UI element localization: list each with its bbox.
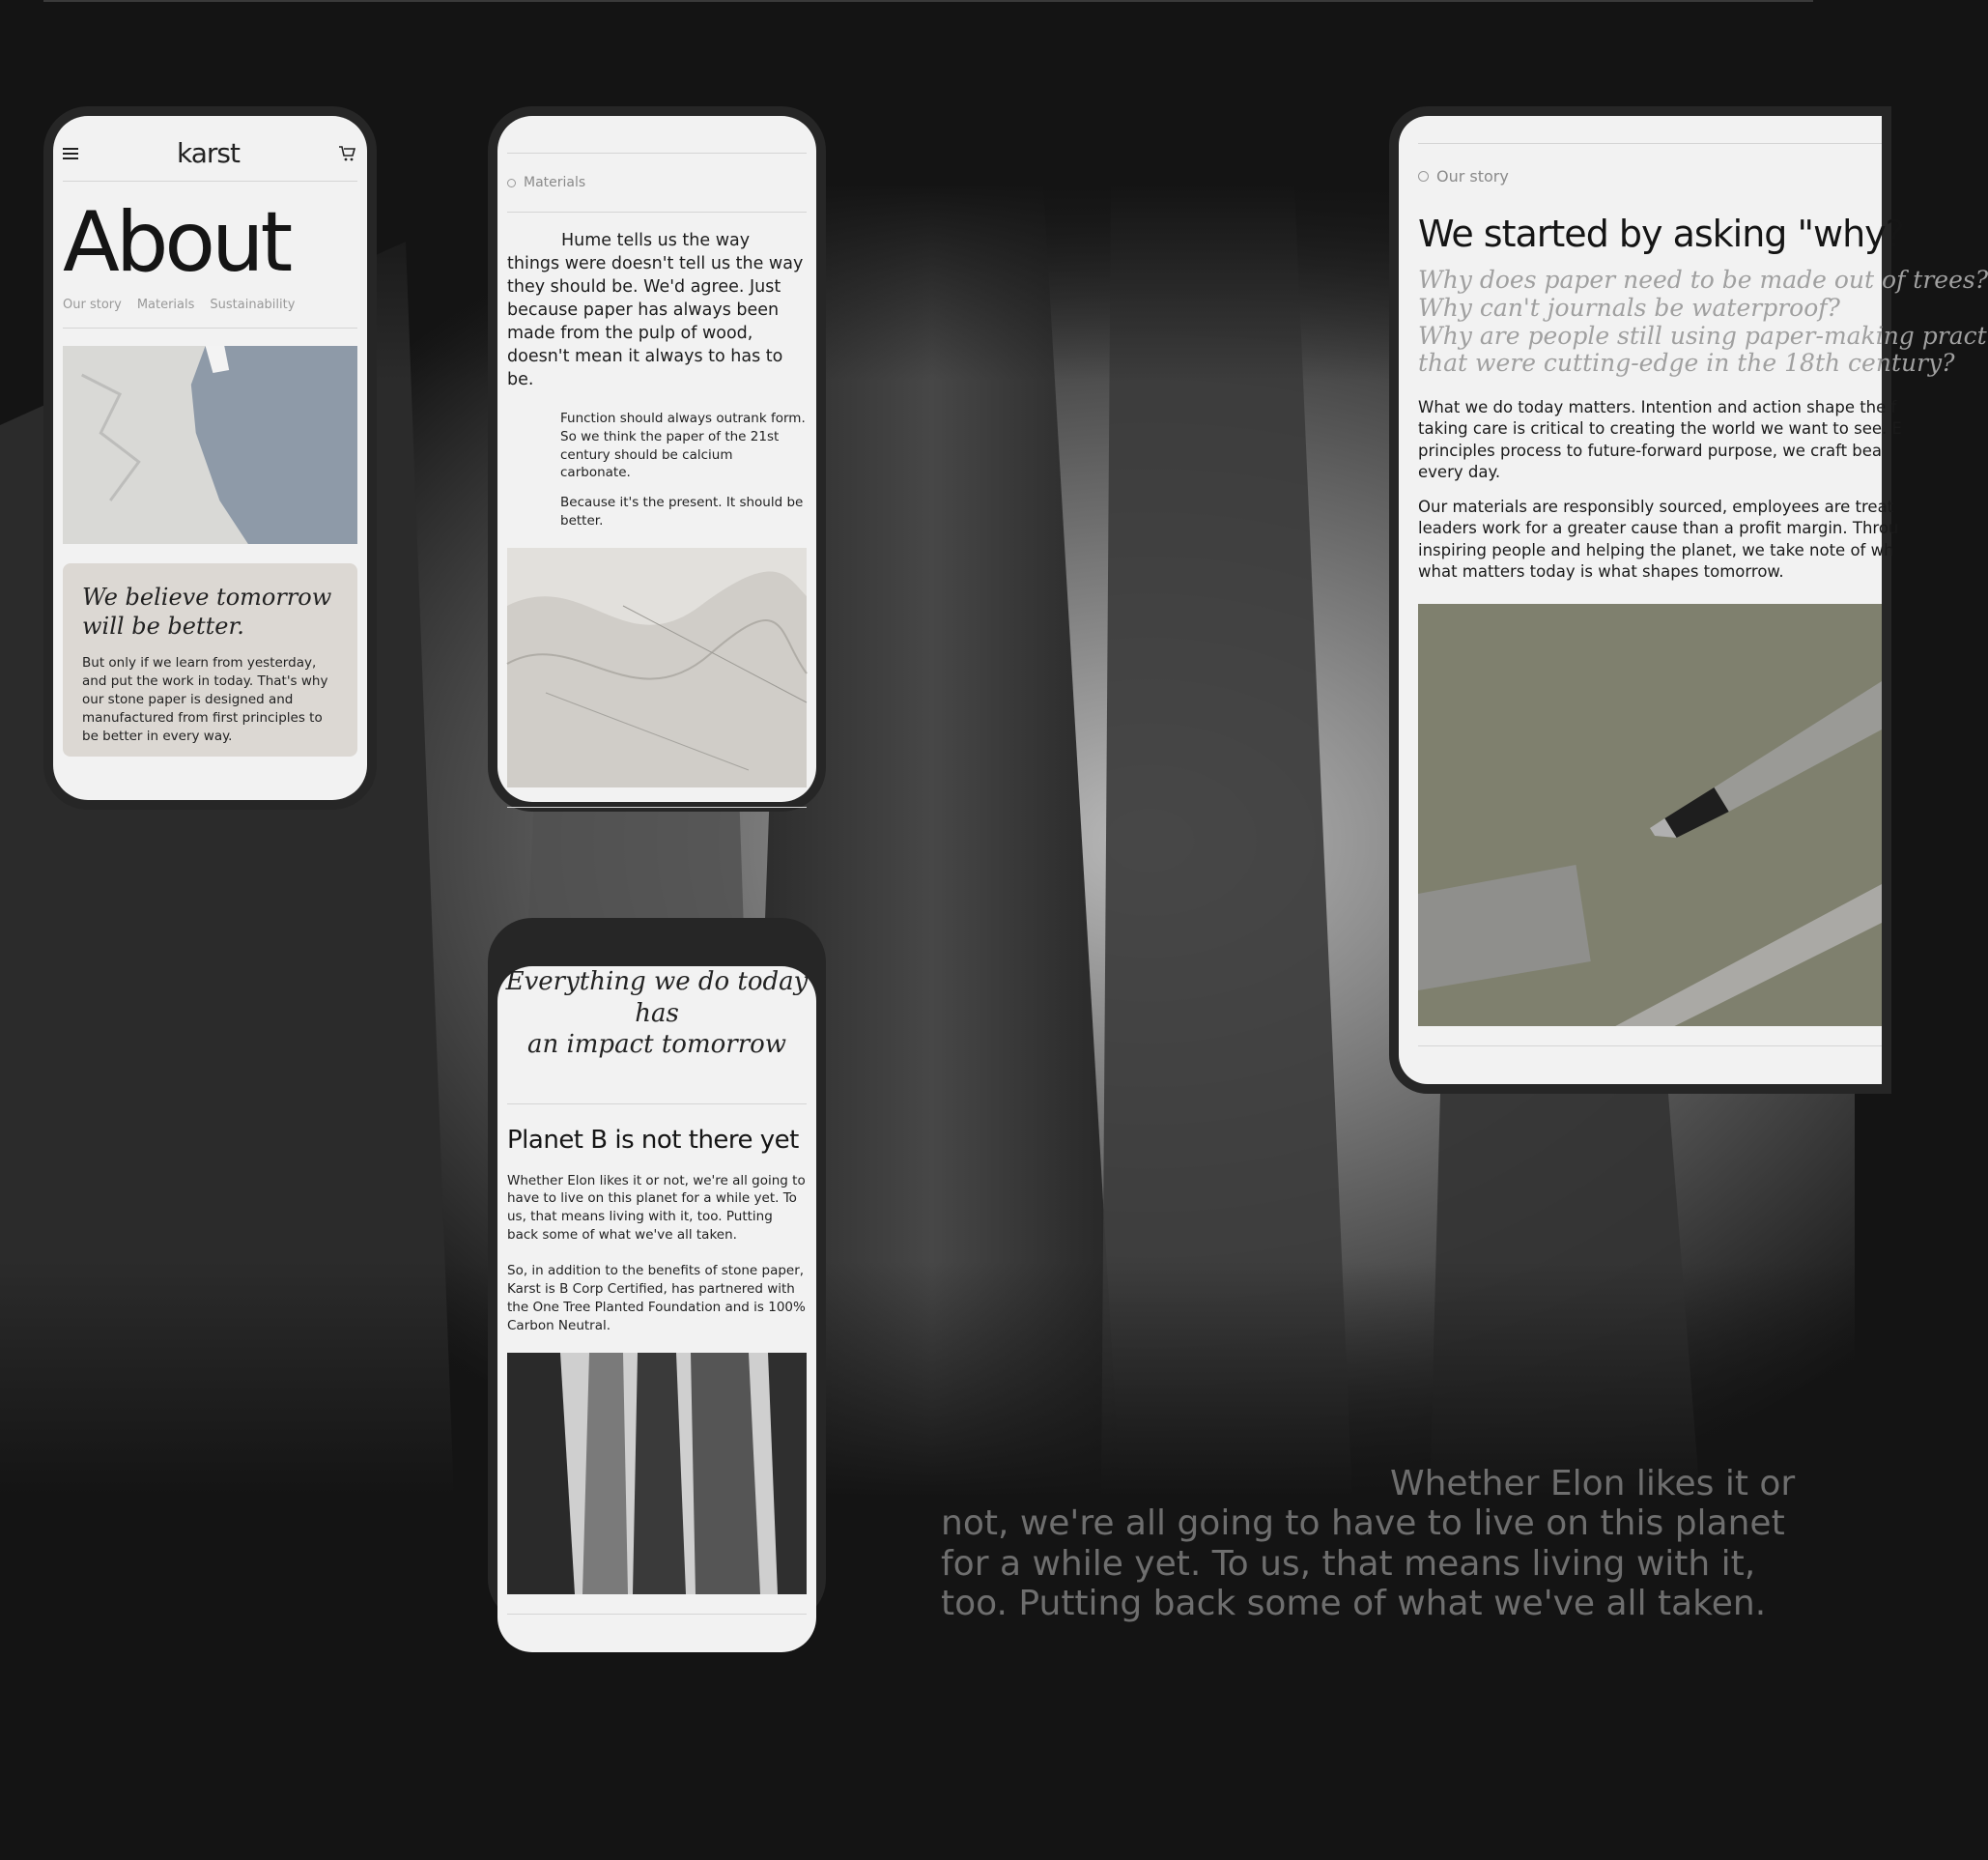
tablet-our-story (1389, 106, 1988, 1094)
paragraph-line: What we do today matters. Intention and action shape the f (1418, 398, 1897, 416)
subnav-our-story[interactable]: Our story (63, 298, 122, 312)
paragraph-line: every day. (1418, 462, 1501, 481)
present-paragraph: Because it's the present. It should be better. (560, 495, 804, 529)
stone-image (63, 346, 357, 544)
subnav-sustainability[interactable]: Sustainability (210, 298, 296, 312)
question-1: Why does paper need to be made out of trees? (1418, 266, 1988, 294)
paragraph-line: principles process to future-forward purpose, we craft bea (1418, 441, 1883, 460)
circle-icon (507, 179, 516, 187)
paragraph-line: Our materials are responsibly sourced, employees are treat (1418, 498, 1894, 517)
planet-screen (497, 966, 816, 1652)
divider (63, 181, 357, 182)
story-heading: We started by asking "why? (1418, 213, 1904, 255)
impact-heading (497, 966, 816, 1061)
about-screen (53, 116, 367, 800)
top-nav (53, 116, 367, 181)
story-paragraph-1 (1418, 397, 1902, 483)
question-3: Why are people still using paper-making pract (1418, 321, 1987, 350)
divider (507, 1103, 807, 1104)
belief-card (63, 563, 357, 757)
belief-heading-line1: We believe tomorrow (82, 584, 332, 611)
divider (507, 153, 807, 154)
story-screen (1399, 116, 1988, 1084)
planet-heading: Planet B is not there yet (507, 1125, 799, 1155)
why-questions (1418, 266, 1988, 378)
divider (507, 212, 807, 213)
subnav-materials[interactable]: Materials (136, 298, 195, 312)
quote-text: Whether Elon likes it or not, we're all going to have to live on this planet for a while yet. To us, that means living with it, too. Putting back some of what we've all taken. (941, 1464, 1796, 1624)
section-label-text: Materials (524, 175, 586, 190)
paragraph-line: inspiring people and helping the planet, we take note of wh (1418, 540, 1894, 559)
planet-paragraph-2: So, in addition to the benefits of stone paper, Karst is B Corp Certified, has partnered with the One Tree Planted Foundation and is 100% Carbon Neutral. (507, 1263, 806, 1333)
top-divider (43, 0, 1813, 2)
impact-line1: Everything we do today has (505, 967, 809, 1028)
phone-about (43, 106, 377, 810)
phone-materials (488, 106, 826, 812)
section-label (1418, 167, 1882, 186)
phone-planet (488, 918, 826, 1623)
story-paragraph-2 (1418, 497, 1899, 583)
impact-line2: an impact tomorrow (526, 1030, 787, 1059)
materials-screen (497, 116, 816, 802)
divider (63, 328, 357, 329)
divider (507, 807, 807, 808)
lead-paragraph: Hume tells us the way things were doesn't tell us the way they should be. We'd agree. Just because paper has always been made from the pulp of wood, doesn't mean it always to has to be. (507, 231, 804, 389)
function-paragraph: Function should always outrank form. So we think the paper of the 21st century should be calcium carbonate. (560, 410, 806, 481)
circle-icon (1418, 171, 1429, 182)
paragraph-line: what matters today is what shapes tomorrow. (1418, 561, 1784, 581)
divider (1418, 143, 1882, 144)
planet-paragraph-1: Whether Elon likes it or not, we're all going to have to live on this planet for a while yet. To us, that means living with it, too. Putting back some of what we've all taken. (507, 1172, 806, 1244)
redwood-trees-image (507, 1353, 807, 1594)
cart-icon[interactable] (338, 144, 357, 163)
question-2: Why can't journals be waterproof? (1418, 293, 1840, 322)
belief-heading-line2: will be better. (82, 613, 244, 640)
pen-image (1418, 604, 1882, 1026)
divider (1418, 1045, 1882, 1046)
brand-logo[interactable]: karst (177, 137, 240, 169)
belief-heading (82, 583, 338, 641)
section-label (507, 175, 807, 190)
sub-navigation (63, 298, 367, 328)
page-title: About (63, 194, 290, 291)
belief-text: But only if we learn from yesterday, and put the work in today. That's why our stone paper is designed and manufactured from first principles to be better in every way. (82, 655, 328, 744)
question-4: that were cutting-edge in the 18th century? (1418, 349, 1955, 378)
menu-icon[interactable] (63, 148, 78, 159)
paper-image (507, 548, 807, 787)
section-label-text: Our story (1436, 167, 1509, 186)
paragraph-line: leaders work for a greater cause than a profit margin. Throu (1418, 519, 1899, 538)
paragraph-line: taking care is critical to creating the world we want to see. E (1418, 419, 1902, 439)
divider (507, 1614, 807, 1615)
